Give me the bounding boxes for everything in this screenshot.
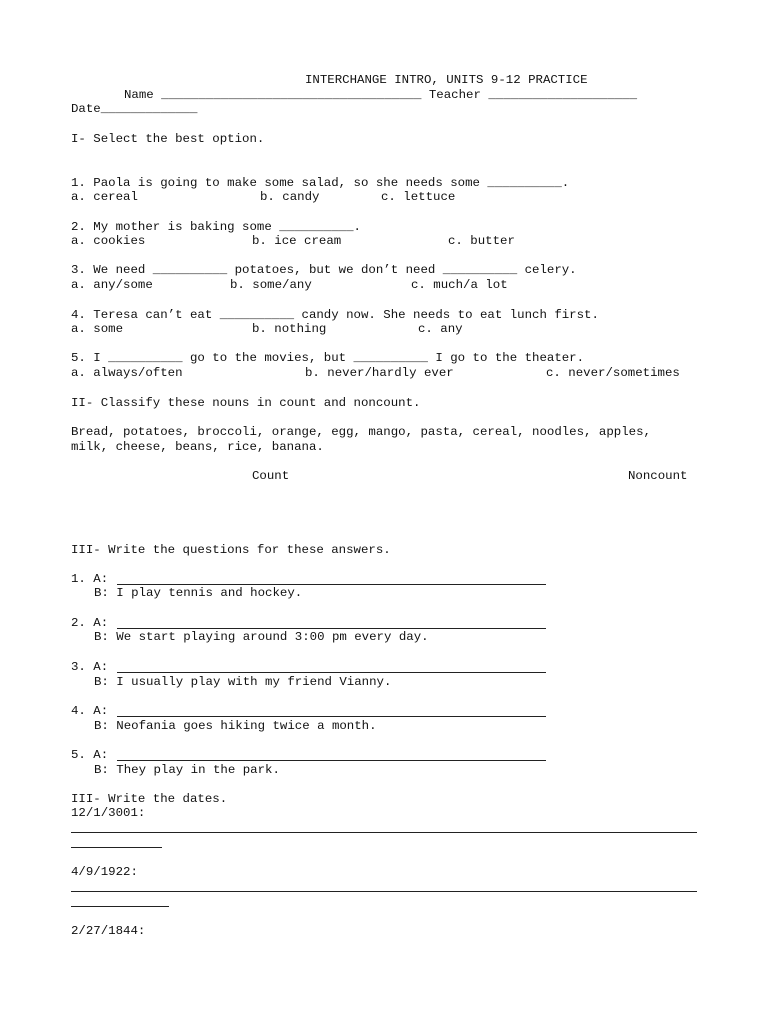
- nouns-list-line-2: milk, cheese, beans, rice, banana.: [71, 440, 324, 454]
- question-4-option-c[interactable]: c. any: [418, 322, 463, 336]
- question-3-stem: 3. We need __________ potatoes, but we don’t need __________ celery.: [71, 263, 577, 277]
- question-2-option-b[interactable]: b. ice cream: [252, 234, 342, 248]
- question-3-option-c[interactable]: c. much/a lot: [411, 278, 508, 292]
- question-5-option-b[interactable]: b. never/hardly ever: [305, 366, 454, 380]
- nouns-list-line-1: Bread, potatoes, broccoli, orange, egg, mango, pasta, cereal, noodles, apples,: [71, 425, 651, 439]
- question-4-option-b[interactable]: b. nothing: [252, 322, 327, 336]
- date-2-answer-line[interactable]: [71, 891, 697, 892]
- answer-5-question-blank[interactable]: [117, 760, 546, 761]
- question-1-option-a[interactable]: a. cereal: [71, 190, 138, 204]
- noncount-column-header: Noncount: [628, 469, 688, 483]
- question-1-stem: 1. Paola is going to make some salad, so she needs some __________.: [71, 176, 570, 190]
- question-2-option-a[interactable]: a. cookies: [71, 234, 146, 248]
- answer-1-response: B: I play tennis and hockey.: [94, 586, 303, 600]
- answer-4-question-label: 4. A:: [71, 704, 109, 718]
- question-3-option-b[interactable]: b. some/any: [230, 278, 312, 292]
- date-1-label: 12/1/3001:: [71, 806, 146, 820]
- date-2-label: 4/9/1922:: [71, 865, 138, 879]
- answer-3-question-label: 3. A:: [71, 660, 109, 674]
- question-2-stem: 2. My mother is baking some __________.: [71, 220, 361, 234]
- question-5-stem: 5. I __________ go to the movies, but __________ I go to the theater.: [71, 351, 585, 365]
- date-2-answer-line-continued[interactable]: [71, 906, 169, 907]
- question-5-option-c[interactable]: c. never/sometimes: [546, 366, 680, 380]
- question-2-option-c[interactable]: c. butter: [448, 234, 515, 248]
- answer-5-question-label: 5. A:: [71, 748, 109, 762]
- date-1-answer-line-continued[interactable]: [71, 847, 162, 848]
- answer-5-response: B: They play in the park.: [94, 763, 280, 777]
- question-1-option-b[interactable]: b. candy: [260, 190, 320, 204]
- section2-heading: II- Classify these nouns in count and noncount.: [71, 396, 421, 410]
- section3-heading: III- Write the questions for these answers.: [71, 543, 391, 557]
- answer-2-response: B: We start playing around 3:00 pm every day.: [94, 630, 429, 644]
- answer-2-question-blank[interactable]: [117, 628, 546, 629]
- answer-3-response: B: I usually play with my friend Vianny.: [94, 675, 392, 689]
- answer-1-question-blank[interactable]: [117, 584, 546, 585]
- question-5-option-a[interactable]: a. always/often: [71, 366, 183, 380]
- dates-heading: III- Write the dates.: [71, 792, 228, 806]
- date-3-label: 2/27/1844:: [71, 924, 146, 938]
- question-3-option-a[interactable]: a. any/some: [71, 278, 153, 292]
- question-1-option-c[interactable]: c. lettuce: [381, 190, 456, 204]
- worksheet-title: INTERCHANGE INTRO, UNITS 9-12 PRACTICE: [305, 73, 588, 87]
- date-line[interactable]: Date_____________: [71, 102, 198, 116]
- question-4-stem: 4. Teresa can’t eat __________ candy now. She needs to eat lunch first.: [71, 308, 599, 322]
- section1-heading: I- Select the best option.: [71, 132, 265, 146]
- count-column-header: Count: [252, 469, 290, 483]
- answer-4-response: B: Neofania goes hiking twice a month.: [94, 719, 377, 733]
- date-1-answer-line[interactable]: [71, 832, 697, 833]
- question-4-option-a[interactable]: a. some: [71, 322, 124, 336]
- name-teacher-line[interactable]: Name ___________________________________ Teacher ____________________: [124, 88, 638, 102]
- answer-1-question-label: 1. A:: [71, 572, 109, 586]
- answer-3-question-blank[interactable]: [117, 672, 546, 673]
- answer-4-question-blank[interactable]: [117, 716, 546, 717]
- answer-2-question-label: 2. A:: [71, 616, 109, 630]
